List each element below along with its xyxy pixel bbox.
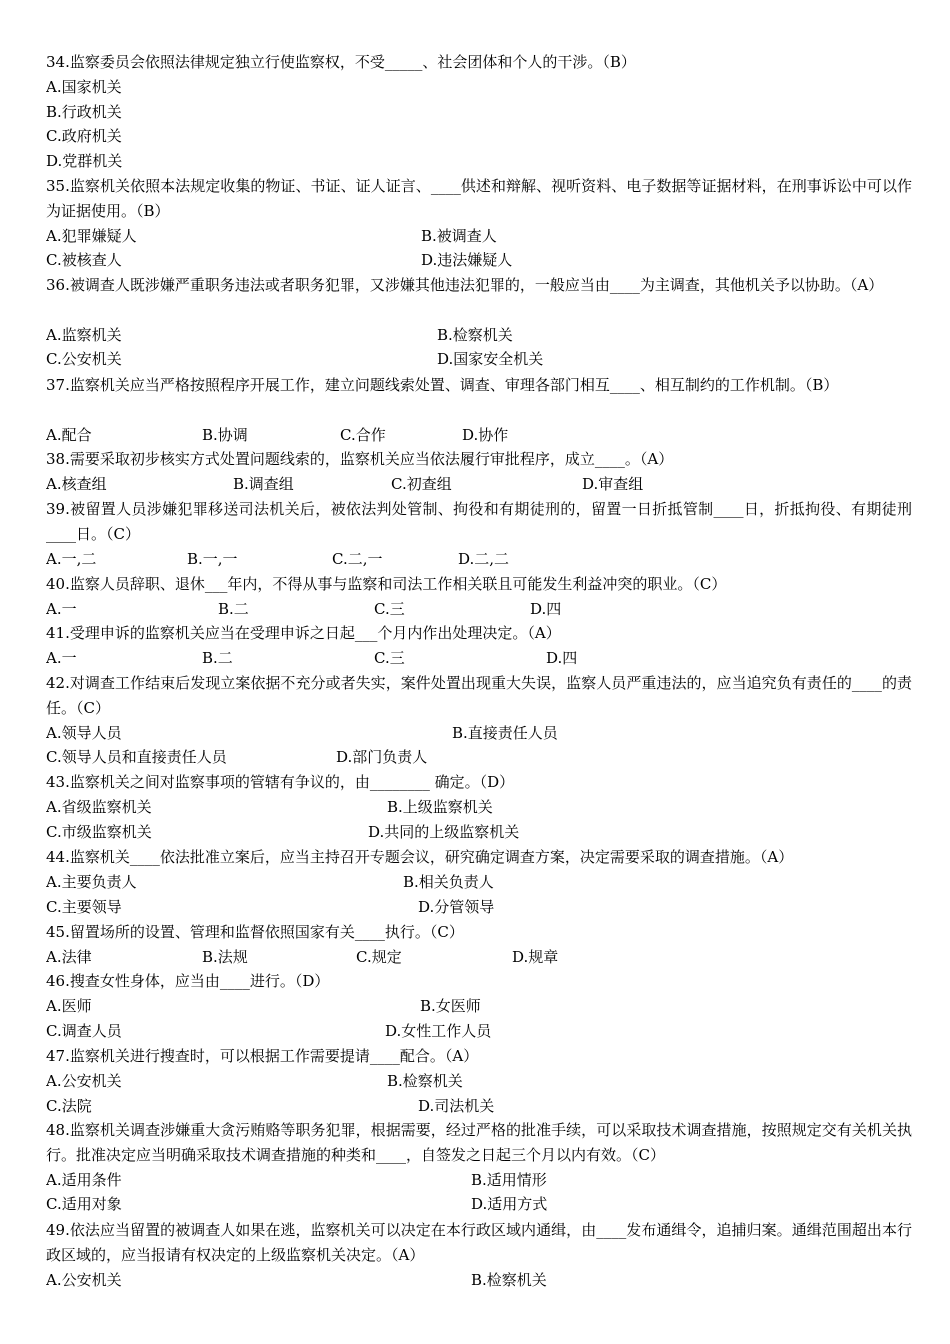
option-q45-a: A.法律 [46, 947, 92, 966]
option-q34-c: C.政府机关 [46, 127, 122, 146]
option-row [46, 945, 910, 970]
option-row [46, 1192, 910, 1217]
option-row [46, 1019, 910, 1044]
question-q39-stem: 39.被留置人员涉嫌犯罪移送司法机关后，被依法判处管制、拘役和有期徒刑的，留置一日折抵管制____日，折抵拘役、有期徒刑____日。（C） [46, 500, 912, 543]
question-q38-stem: 38.需要采取初步核实方式处置问题线索的，监察机关应当依法履行审批程序，成立____。（A） [46, 450, 674, 468]
option-q43-b: B.上级监察机关 [387, 797, 493, 816]
option-q41-c: C.三 [374, 648, 405, 667]
question-q49-stem: 49.依法应当留置的被调查人如果在逃，监察机关可以决定在本行政区域内通缉，由____发布通缉令，追捕归案。通缉范围超出本行政区域的，应当报请有权决定的上级监察机关决定。（A） [46, 1221, 912, 1264]
option-row [46, 100, 910, 125]
question-q43-stem: 43.监察机关之间对监察事项的管辖有争议的，由________ 确定。（D） [46, 773, 515, 791]
option-q34-a: A.国家机关 [46, 77, 122, 96]
option-row [46, 1094, 910, 1119]
option-q40-a: A.一 [46, 599, 77, 618]
option-q45-c: C.规定 [356, 947, 402, 966]
option-q47-c: C.法院 [46, 1096, 92, 1115]
option-row [46, 1168, 910, 1193]
option-q37-d: D.协作 [462, 425, 509, 444]
option-q43-c: C.市级监察机关 [46, 822, 152, 841]
option-q44-c: C.主要领导 [46, 897, 122, 916]
question-q45-stem: 45.留置场所的设置、管理和监督依照国家有关____执行。（C） [46, 923, 464, 941]
option-row [46, 124, 910, 149]
option-row [46, 347, 910, 372]
option-q37-c: C.合作 [340, 425, 386, 444]
option-q35-a: A.犯罪嫌疑人 [46, 226, 137, 245]
option-q35-c: C.被核查人 [46, 251, 122, 270]
option-q49-a: A.公安机关 [46, 1270, 122, 1289]
option-q39-a: A.一,二 [46, 549, 97, 568]
question-q48-stem: 48.监察机关调查涉嫌重大贪污贿赂等职务犯罪，根据需要，经过严格的批准手续，可以采取技术调查措施，按照规定交有关机关执行。批准决定应当明确采取技术调查措施的种类和____，自签发之日起三个月以内有效。（C） [46, 1121, 912, 1164]
option-q48-c: C.适用对象 [46, 1195, 122, 1214]
option-row [46, 323, 910, 348]
option-q34-d: D.党群机关 [46, 152, 123, 171]
option-q37-b: B.协调 [202, 425, 248, 444]
option-row [46, 472, 910, 497]
question-q34-stem: 34.监察委员会依照法律规定独立行使监察权，不受_____、社会团体和个人的干涉。（B） [46, 53, 636, 71]
option-q41-d: D.四 [546, 648, 578, 667]
option-row [46, 75, 910, 100]
option-q35-d: D.违法嫌疑人 [421, 251, 513, 270]
question-q46-stem: 46.搜查女性身体，应当由____进行。（D） [46, 972, 330, 990]
option-q42-c: C.领导人员和直接责任人员 [46, 748, 227, 767]
option-q40-d: D.四 [530, 599, 562, 618]
question-q47-stem: 47.监察机关进行搜查时，可以根据工作需要提请____配合。（A） [46, 1047, 479, 1065]
option-row [46, 745, 910, 770]
option-row [46, 224, 910, 249]
option-q36-c: C.公安机关 [46, 350, 122, 369]
question-q41-stem: 41.受理申诉的监察机关应当在受理申诉之日起___个月内作出处理决定。（A） [46, 624, 561, 642]
option-q39-d: D.二,二 [458, 549, 510, 568]
question-q36-stem: 36.被调查人既涉嫌严重职务违法或者职务犯罪，又涉嫌其他违法犯罪的，一般应当由____为主调查，其他机关予以协助。（A） [46, 276, 884, 294]
option-row [46, 149, 910, 174]
option-q49-b: B.检察机关 [471, 1270, 547, 1289]
option-q38-b: B.调查组 [233, 474, 294, 493]
option-q43-d: D.共同的上级监察机关 [368, 822, 520, 841]
option-q41-a: A.一 [46, 648, 77, 667]
option-q44-a: A.主要负责人 [46, 872, 137, 891]
option-row [46, 248, 910, 273]
option-q41-b: B.二 [202, 648, 233, 667]
option-q35-b: B.被调查人 [421, 226, 497, 245]
option-q36-d: D.国家安全机关 [437, 350, 544, 369]
option-q45-b: B.法规 [202, 947, 248, 966]
question-q40-stem: 40.监察人员辞职、退休___年内，不得从事与监察和司法工作相关联且可能发生利益冲突的职业。（C） [46, 575, 727, 593]
option-q37-a: A.配合 [46, 425, 92, 444]
option-q38-d: D.审查组 [582, 474, 644, 493]
option-row [46, 1268, 910, 1293]
option-q44-b: B.相关负责人 [403, 872, 494, 891]
option-row [46, 870, 910, 895]
option-q40-c: C.三 [374, 599, 405, 618]
option-row [46, 895, 910, 920]
option-q36-a: A.监察机关 [46, 325, 122, 344]
option-q38-a: A.核查组 [46, 474, 107, 493]
option-q48-a: A.适用条件 [46, 1170, 122, 1189]
option-q48-d: D.适用方式 [471, 1195, 548, 1214]
option-q42-b: B.直接责任人员 [452, 723, 558, 742]
option-q47-a: A.公安机关 [46, 1071, 122, 1090]
option-q34-b: B.行政机关 [46, 102, 122, 121]
option-row [46, 423, 910, 448]
option-q46-a: A.医师 [46, 996, 92, 1015]
option-row [46, 721, 910, 746]
option-q38-c: C.初查组 [391, 474, 452, 493]
option-row [46, 646, 910, 671]
option-q36-b: B.检察机关 [437, 325, 513, 344]
option-q39-c: C.二,一 [332, 549, 383, 568]
option-q45-d: D.规章 [512, 947, 559, 966]
question-q35-stem: 35.监察机关依照本法规定收集的物证、书证、证人证言、____供述和辩解、视听资料、电子数据等证据材料，在刑事诉讼中可以作为证据使用。（B） [46, 177, 912, 220]
option-q48-b: B.适用情形 [471, 1170, 547, 1189]
question-q42-stem: 42.对调查工作结束后发现立案依据不充分或者失实，案件处置出现重大失误，监察人员严重违法的，应当追究负有责任的____的责任。（C） [46, 674, 912, 717]
option-q40-b: B.二 [218, 599, 249, 618]
option-q46-d: D.女性工作人员 [385, 1021, 492, 1040]
option-row [46, 1069, 910, 1094]
option-q46-c: C.调查人员 [46, 1021, 122, 1040]
option-row [46, 597, 910, 622]
option-q47-b: B.检察机关 [387, 1071, 463, 1090]
question-q37-stem: 37.监察机关应当严格按照程序开展工作，建立问题线索处置、调查、审理各部门相互____、相互制约的工作机制。（B） [46, 376, 839, 394]
option-q47-d: D.司法机关 [418, 1096, 495, 1115]
option-row [46, 820, 910, 845]
question-q44-stem: 44.监察机关____依法批准立案后，应当主持召开专题会议，研究确定调查方案，决定需要采取的调查措施。（A） [46, 848, 794, 866]
option-q44-d: D.分管领导 [418, 897, 495, 916]
option-q43-a: A.省级监察机关 [46, 797, 152, 816]
option-q46-b: B.女医师 [420, 996, 481, 1015]
option-q39-b: B.一,一 [187, 549, 238, 568]
option-row [46, 795, 910, 820]
option-row [46, 547, 910, 572]
option-q42-a: A.领导人员 [46, 723, 122, 742]
option-q42-d: D.部门负责人 [336, 748, 428, 767]
option-row [46, 994, 910, 1019]
